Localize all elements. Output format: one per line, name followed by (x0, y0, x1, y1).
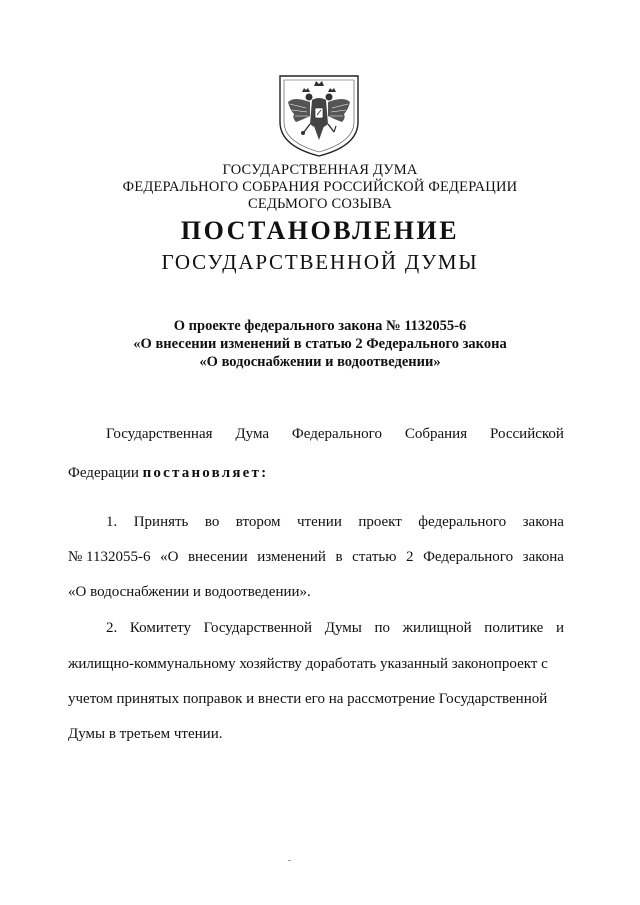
scan-mark (288, 860, 291, 861)
preamble-word: Государственная (106, 426, 213, 442)
p1-word: внесении (187, 549, 248, 565)
p2-word: политике (484, 620, 544, 636)
document-issuer: ГОСУДАРСТВЕННОЙ ДУМЫ (161, 250, 479, 274)
subject-line-3: «О водоснабжении и водоотведении» (199, 354, 441, 370)
p2-word: и (555, 620, 564, 636)
preamble-word: Дума (235, 426, 270, 442)
subject-line-1: О проекте федерального закона № 1132055-6 (173, 318, 467, 334)
p1-word: проект (358, 514, 402, 530)
p2-word: 2. (106, 620, 118, 636)
org-line-2: ФЕДЕРАЛЬНОГО СОБРАНИЯ РОССИЙСКОЙ ФЕДЕРАЦИИ (122, 179, 518, 195)
p1-word: во (204, 514, 220, 530)
preamble-line-1 (106, 426, 564, 443)
p2-line-4: Думы в третьем чтении. (68, 726, 223, 742)
p1-line-3: «О водоснабжении и водоотведении». (68, 584, 311, 600)
p1-word: изменений (257, 549, 326, 565)
p1-line-2 (68, 549, 564, 566)
p1-word: Федерального (423, 549, 514, 565)
p1-word: № 1132055-6 (68, 549, 151, 565)
p2-word: Думы (324, 620, 362, 636)
subject-line-2: «О внесении изменений в статью 2 Федерального закона (133, 336, 507, 352)
p1-word: чтении (297, 514, 342, 530)
preamble-word: Российской (490, 426, 564, 442)
p2-word: жилищной (402, 620, 472, 636)
p2-line-3: учетом принятых поправок и внести его на рассмотрение Государственной (68, 691, 548, 707)
p1-word: втором (235, 514, 281, 530)
preamble-text: Федерации (68, 465, 143, 481)
preamble-decree-word: постановляет: (142, 465, 269, 481)
p1-word: 1. (106, 514, 118, 530)
p2-word: по (374, 620, 390, 636)
p1-word: закона (522, 514, 564, 530)
p1-word: федерального (418, 514, 507, 530)
p1-word: статью (352, 549, 397, 565)
document-type-title: ПОСТАНОВЛЕНИЕ (180, 216, 460, 245)
preamble-word: Собрания (404, 426, 468, 442)
p1-word: в (335, 549, 343, 565)
p2-line-1 (106, 620, 564, 637)
p1-word: 2 (406, 549, 414, 565)
preamble-word: Федерального (291, 426, 382, 442)
p2-line-2: жилищно-коммунальному хозяйству доработать указанный законопроект с (68, 656, 548, 672)
preamble-line-2 (68, 465, 268, 482)
p1-word: Принять (133, 514, 189, 530)
p2-word: Государственной (203, 620, 313, 636)
p1-word: закона (522, 549, 564, 565)
p2-word: Комитету (129, 620, 191, 636)
p1-word: «О (160, 549, 179, 565)
org-line-3: СЕДЬМОГО СОЗЫВА (248, 196, 392, 212)
p1-line-1 (106, 514, 564, 531)
org-line-1: ГОСУДАРСТВЕННАЯ ДУМА (222, 162, 418, 178)
coat-of-arms-icon (276, 72, 362, 158)
